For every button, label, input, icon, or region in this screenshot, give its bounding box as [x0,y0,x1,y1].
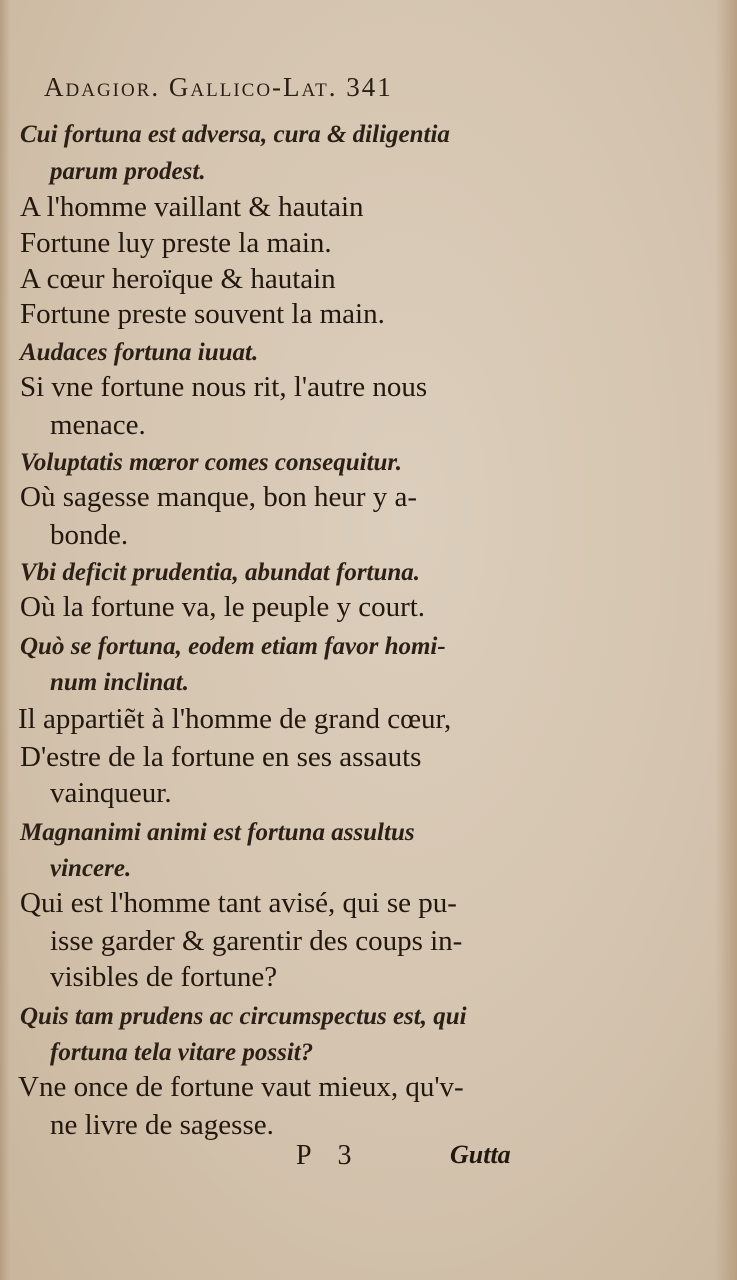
catchword: Gutta [450,1140,511,1169]
text-line: Fortune luy preste la main. [20,227,332,259]
text-line: A cœur heroïque & hautain [20,263,336,295]
text-line: Vne once de fortune vaut mieux, qu'v- [18,1071,464,1103]
text-line: Quis tam prudens ac circumspectus est, qui [20,1003,467,1030]
text-line: vincere. [50,855,132,882]
text-line: Vbi deficit prudentia, abundat fortuna. [20,559,421,586]
text-line: Voluptatis mœror comes consequitur. [20,449,403,476]
text-line: fortuna tela vitare possit? [50,1039,314,1066]
text-line: num inclinat. [50,669,189,696]
text-line: Qui est l'homme tant avisé, qui se pu- [20,887,457,919]
text-line: isse garder & garentir des coups in- [50,925,463,957]
text-line: parum prodest. [50,158,206,185]
text-line: Cui fortuna est adversa, cura & diligentia [20,121,450,148]
page-shadow-right [715,0,737,1280]
text-line: D'estre de la fortune en ses assauts [20,741,422,773]
text-line: Où la fortune va, le peuple y court. [20,591,426,623]
text-line: Fortune preste souvent la main. [20,298,385,330]
text-line: vainqueur. [50,777,172,809]
text-line: bonde. [50,519,129,551]
text-line: ne livre de sagesse. [50,1109,274,1141]
text-line: Audaces fortuna iuuat. [20,339,259,366]
running-header: Adagior. Gallico-Lat. 341 [44,72,393,102]
text-line: visibles de fortune? [50,961,278,993]
text-line: Où sagesse manque, bon heur y a- [20,481,418,513]
signature-mark: P 3 [296,1140,362,1171]
text-line: Si vne fortune nous rit, l'autre nous [20,371,428,403]
text-line: menace. [50,409,146,441]
text-line: Il appartiẽt à l'homme de grand cœur, [18,703,452,735]
text-line: Magnanimi animi est fortuna assultus [20,819,415,846]
page-shadow-left [0,0,10,1280]
text-line: Quò se fortuna, eodem etiam favor homi- [20,633,446,660]
text-line: A l'homme vaillant & hautain [20,191,364,223]
